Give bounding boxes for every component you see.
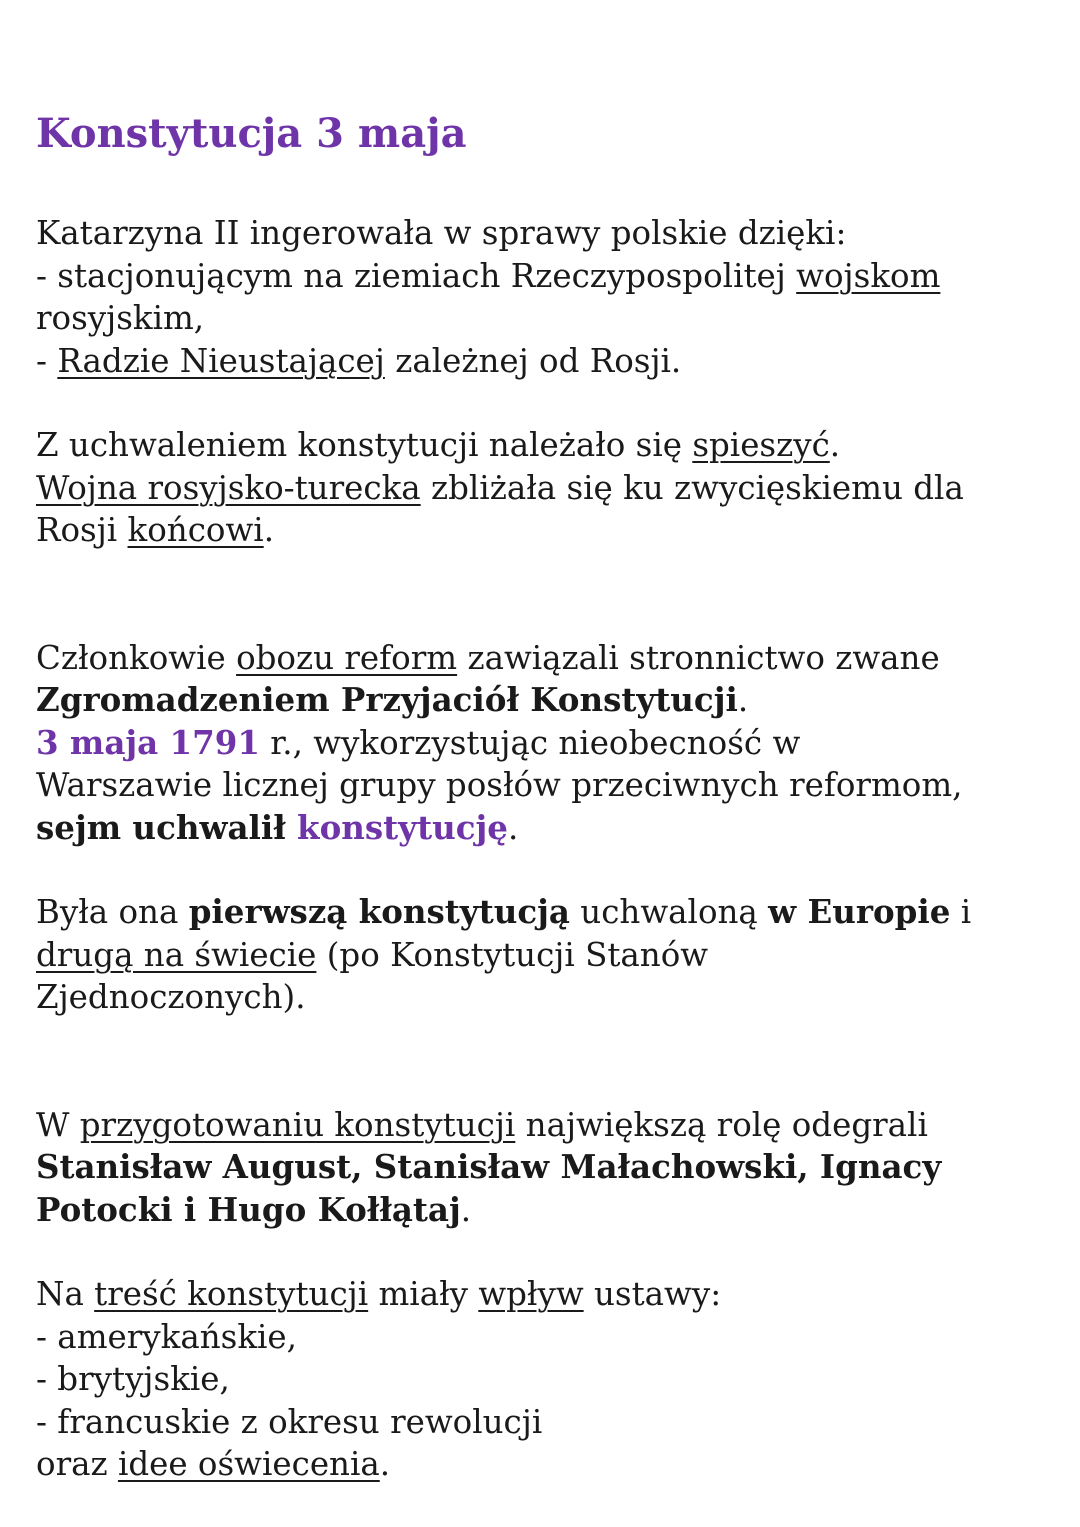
text: ustawy: — [583, 1275, 722, 1313]
text: - amerykańskie, — [36, 1317, 297, 1356]
text-line — [36, 679, 1056, 722]
text-line — [36, 934, 1056, 977]
text-line — [36, 255, 1056, 298]
text: Na — [36, 1275, 95, 1313]
text: - stacjonującym na ziemiach Rzeczypospolitej — [36, 256, 797, 295]
text-line — [36, 976, 1056, 1019]
text-line — [36, 891, 1056, 934]
bold-term: pierwszą konstytucją — [188, 892, 570, 931]
text: . — [829, 426, 841, 464]
bold-term: Potocki i Hugo Kołłątaj — [36, 1189, 461, 1229]
text: - francuskie z okresu rewolucji — [36, 1402, 543, 1441]
text: Z uchwaleniem konstytucji należało się — [36, 426, 693, 464]
text: - brytyjskie, — [36, 1360, 230, 1398]
text: . — [263, 511, 275, 549]
underlined-term: obozu reform — [236, 638, 458, 677]
underlined-term: wojskom — [796, 256, 941, 295]
text-line — [36, 424, 1056, 467]
paragraph-first-in-europe — [36, 891, 1056, 1019]
underlined-term: Radzie Nieustającej — [57, 341, 385, 380]
bold-term: sejm uchwalił — [36, 807, 298, 847]
text-line — [36, 297, 1056, 340]
text: . — [379, 1445, 391, 1483]
text: zawiązali stronnictwo zwane — [457, 638, 940, 677]
text-line — [36, 1146, 1056, 1189]
text: Członkowie — [36, 638, 237, 677]
text: Warszawie licznej grupy posłów przeciwnych reformom, — [36, 766, 963, 804]
highlighted-date: 3 maja 1791 — [36, 722, 260, 762]
text: Była ona — [36, 893, 189, 931]
text: - — [36, 341, 58, 380]
underlined-term: Wojna rosyjsko-turecka — [36, 468, 421, 507]
text: . — [507, 808, 519, 847]
text: zależnej od Rosji. — [384, 341, 682, 380]
list-item — [36, 1401, 1056, 1444]
note-page — [36, 104, 1056, 1486]
text-line — [36, 212, 1056, 255]
text: rosyjskim, — [36, 299, 205, 337]
text-line — [36, 509, 1056, 552]
text: zbliżała się ku zwycięskiemu dla — [420, 468, 964, 507]
text-line — [36, 637, 1056, 680]
bold-term: Stanisław August, Stanisław Małachowski, Ignacy — [36, 1147, 942, 1186]
list-item — [36, 1358, 1056, 1401]
paragraph-catherine-influence — [36, 212, 1056, 382]
underlined-term: treść konstytucji — [94, 1275, 369, 1313]
text-line — [36, 1443, 1056, 1486]
underlined-term: drugą na świecie — [36, 935, 317, 974]
text: największą rolę odegrali — [515, 1105, 928, 1144]
text-line — [36, 1189, 1056, 1232]
paragraph-adoption — [36, 637, 1056, 850]
text: uchwaloną — [569, 893, 769, 931]
text: miały — [368, 1275, 479, 1313]
paragraph-influences — [36, 1273, 1056, 1486]
paragraph-urgency — [36, 424, 1056, 552]
text: . — [460, 1190, 472, 1229]
highlighted-term: konstytucję — [297, 807, 508, 847]
text: W — [36, 1105, 80, 1144]
underlined-term: przygotowaniu konstytucji — [79, 1105, 516, 1144]
text-line — [36, 467, 1056, 510]
underlined-term: wpływ — [478, 1275, 584, 1313]
text: (po Konstytucji Stanów — [316, 935, 709, 974]
text-line — [36, 340, 1056, 383]
text: i — [950, 893, 972, 931]
text: Rosji — [36, 511, 128, 549]
text-line — [36, 722, 1056, 765]
text: Zjednoczonych). — [36, 978, 306, 1016]
text-line — [36, 764, 1056, 807]
paragraph-authors — [36, 1104, 1056, 1232]
text-line — [36, 807, 1056, 850]
text-line — [36, 1104, 1056, 1147]
text: oraz — [36, 1445, 118, 1483]
text-line — [36, 1273, 1056, 1316]
underlined-term: końcowi — [127, 511, 264, 549]
text: . — [737, 681, 749, 719]
bold-term: Zgromadzeniem Przyjaciół Konstytucji — [36, 680, 738, 719]
list-item — [36, 1316, 1056, 1359]
bold-term: w Europie — [768, 892, 951, 931]
page-title: Konstytucja 3 maja — [36, 110, 467, 157]
text: r., wykorzystując nieobecność w — [259, 723, 801, 762]
text: Katarzyna II ingerowała w sprawy polskie dzięki: — [36, 214, 847, 252]
underlined-term: idee oświecenia — [117, 1445, 380, 1483]
underlined-term: spieszyć — [692, 426, 830, 464]
